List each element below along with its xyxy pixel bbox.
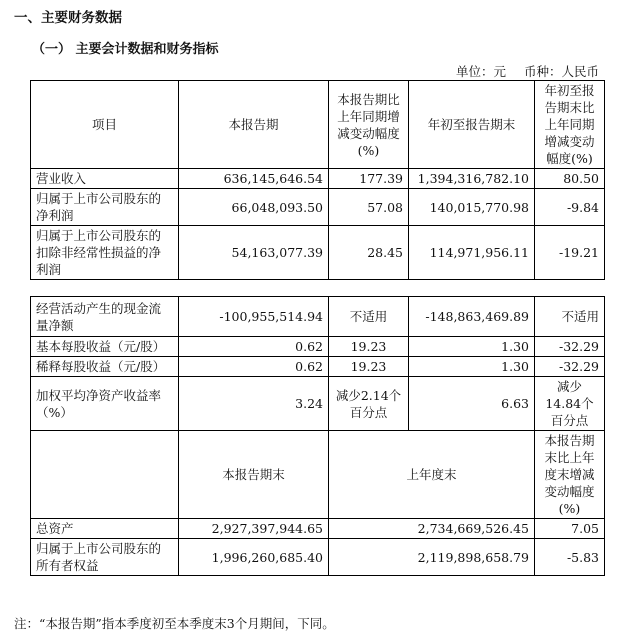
financial-table-main bbox=[30, 80, 605, 280]
section-title: 一、主要财务数据 bbox=[14, 10, 122, 26]
unit-line bbox=[442, 62, 599, 80]
table-row bbox=[31, 189, 605, 226]
col-header bbox=[31, 431, 179, 519]
cell: -5.83 bbox=[535, 539, 605, 576]
cell: 2,927,397,944.65 bbox=[179, 519, 329, 539]
table-row bbox=[31, 337, 605, 357]
cell: -19.21 bbox=[535, 226, 605, 280]
row-label: 经营活动产生的现金流量净额 bbox=[31, 297, 179, 337]
row-label: 归属于上市公司股东的扣除非经常性损益的净利润 bbox=[31, 226, 179, 280]
col-header: 年初至报告期末 bbox=[409, 81, 535, 169]
cell: 2,119,898,658.79 bbox=[329, 539, 535, 576]
table-header-row bbox=[31, 81, 605, 169]
cell: 2,734,669,526.45 bbox=[329, 519, 535, 539]
col-header: 本报告期末比上年度末增减变动幅度(%) bbox=[535, 431, 605, 519]
cell: 80.50 bbox=[535, 169, 605, 189]
row-label: 基本每股收益（元/股） bbox=[31, 337, 179, 357]
col-header: 本报告期比上年同期增减变动幅度(%) bbox=[329, 81, 409, 169]
cell: 636,145,646.54 bbox=[179, 169, 329, 189]
cell: 不适用 bbox=[329, 297, 409, 337]
cell: 1.30 bbox=[409, 357, 535, 377]
cell: 140,015,770.98 bbox=[409, 189, 535, 226]
footnote: 注：“本报告期”指本季度初至本季度末3个月期间，下同。 bbox=[14, 616, 335, 631]
row-label: 营业收入 bbox=[31, 169, 179, 189]
cell: -32.29 bbox=[535, 357, 605, 377]
col-header: 项目 bbox=[31, 81, 179, 169]
cell: 0.62 bbox=[179, 337, 329, 357]
table-row bbox=[31, 226, 605, 280]
table-row bbox=[31, 357, 605, 377]
currency-label: 币种：人民币 bbox=[523, 64, 599, 79]
row-label: 加权平均净资产收益率（%） bbox=[31, 377, 179, 431]
subsection-title: （一） 主要会计数据和财务指标 bbox=[32, 42, 219, 57]
table-row bbox=[31, 519, 605, 539]
row-label: 稀释每股收益（元/股） bbox=[31, 357, 179, 377]
cell: 114,971,956.11 bbox=[409, 226, 535, 280]
cell: 减少14.84个百分点 bbox=[535, 377, 605, 431]
col-header: 年初至报告期末比上年同期增减变动幅度(%) bbox=[535, 81, 605, 169]
cell: -148,863,469.89 bbox=[409, 297, 535, 337]
cell: 57.08 bbox=[329, 189, 409, 226]
cell: 177.39 bbox=[329, 169, 409, 189]
col-header: 本报告期末 bbox=[179, 431, 329, 519]
cell: 28.45 bbox=[329, 226, 409, 280]
cell: 19.23 bbox=[329, 357, 409, 377]
financial-table-secondary bbox=[30, 296, 605, 576]
unit-label: 单位：元 bbox=[455, 64, 506, 79]
table-row bbox=[31, 539, 605, 576]
table-row bbox=[31, 169, 605, 189]
cell: 1,394,316,782.10 bbox=[409, 169, 535, 189]
row-label: 总资产 bbox=[31, 519, 179, 539]
table-row bbox=[31, 297, 605, 337]
cell: 不适用 bbox=[535, 297, 605, 337]
cell: 66,048,093.50 bbox=[179, 189, 329, 226]
col-header: 本报告期 bbox=[179, 81, 329, 169]
cell: -9.84 bbox=[535, 189, 605, 226]
cell: -100,955,514.94 bbox=[179, 297, 329, 337]
cell: 1.30 bbox=[409, 337, 535, 357]
row-label: 归属于上市公司股东的所有者权益 bbox=[31, 539, 179, 576]
row-label: 归属于上市公司股东的净利润 bbox=[31, 189, 179, 226]
col-header: 上年度末 bbox=[329, 431, 535, 519]
cell: 0.62 bbox=[179, 357, 329, 377]
table-row bbox=[31, 377, 605, 431]
cell: 1,996,260,685.40 bbox=[179, 539, 329, 576]
cell: -32.29 bbox=[535, 337, 605, 357]
cell: 54,163,077.39 bbox=[179, 226, 329, 280]
table-subheader-row bbox=[31, 431, 605, 519]
cell: 19.23 bbox=[329, 337, 409, 357]
cell: 减少2.14个百分点 bbox=[329, 377, 409, 431]
cell: 6.63 bbox=[409, 377, 535, 431]
cell: 3.24 bbox=[179, 377, 329, 431]
cell: 7.05 bbox=[535, 519, 605, 539]
